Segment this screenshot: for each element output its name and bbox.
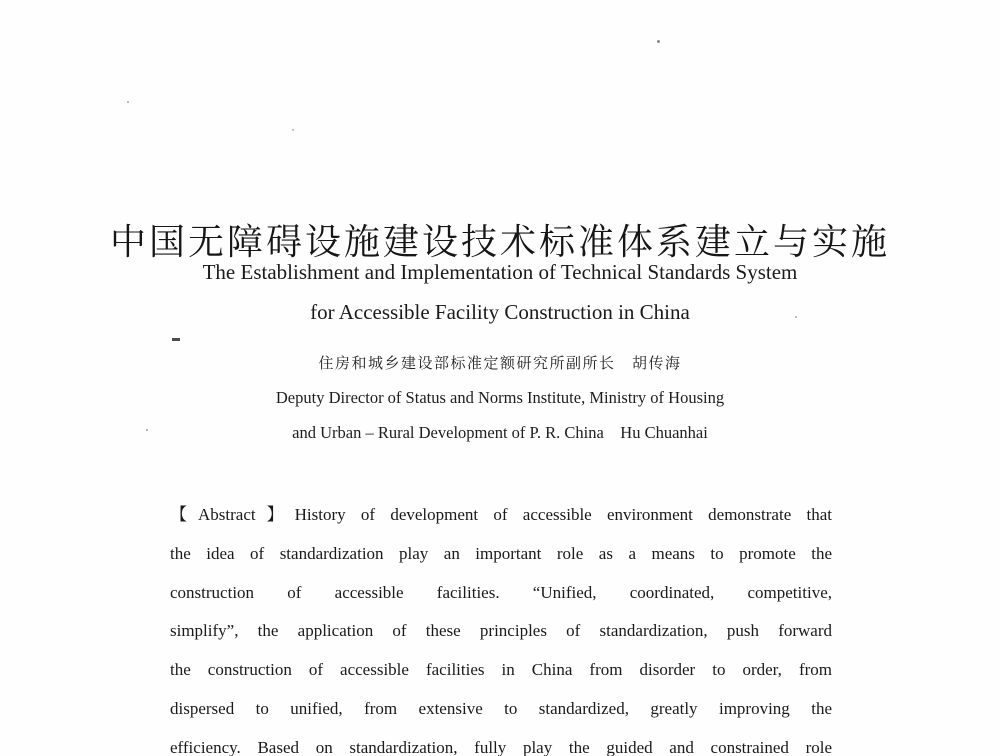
paper-title-english xyxy=(0,252,1000,332)
abstract-line: the idea of standardization play an important role as a means to promote the xyxy=(170,543,832,563)
author-affiliation-line1: Deputy Director of Status and Norms Institute, Ministry of Housing xyxy=(275,388,725,407)
abstract-line: the construction of accessible facilities in China from disorder to order, from xyxy=(170,660,832,680)
scan-speck xyxy=(127,101,129,103)
abstract-line: efficiency. Based on standardization, fully play the guided and constrained role xyxy=(170,737,832,756)
paper-title-english-line2: for Accessible Facility Construction in China xyxy=(310,300,690,324)
abstract-line: dispersed to unified, from extensive to standardized, greatly improving the xyxy=(170,698,832,718)
paper-title-english-line1: The Establishment and Implementation of Technical Standards System xyxy=(202,260,798,284)
scan-speck xyxy=(292,129,294,131)
scan-speck xyxy=(657,40,660,43)
abstract-line: 【Abstract】History of development of accessible environment demonstrate that xyxy=(170,505,832,524)
author-byline-chinese: 住房和城乡建设部标准定额研究所副所长 胡传海 xyxy=(318,356,682,372)
paper-title-chinese: 中国无障碍设施建设技术标准体系建立与实施 xyxy=(109,222,890,263)
author-affiliation-line2: and Urban – Rural Development of P. R. China Hu Chuanhai xyxy=(292,423,708,442)
abstract-line: construction of accessible facilities. “Unified, coordinated, competitive, xyxy=(170,582,832,602)
abstract-paragraph xyxy=(170,496,832,756)
author-byline-english xyxy=(0,380,1000,450)
scan-dash-artifact xyxy=(172,338,180,341)
abstract-line: simplify”, the application of these principles of standardization, push forward xyxy=(170,621,832,641)
